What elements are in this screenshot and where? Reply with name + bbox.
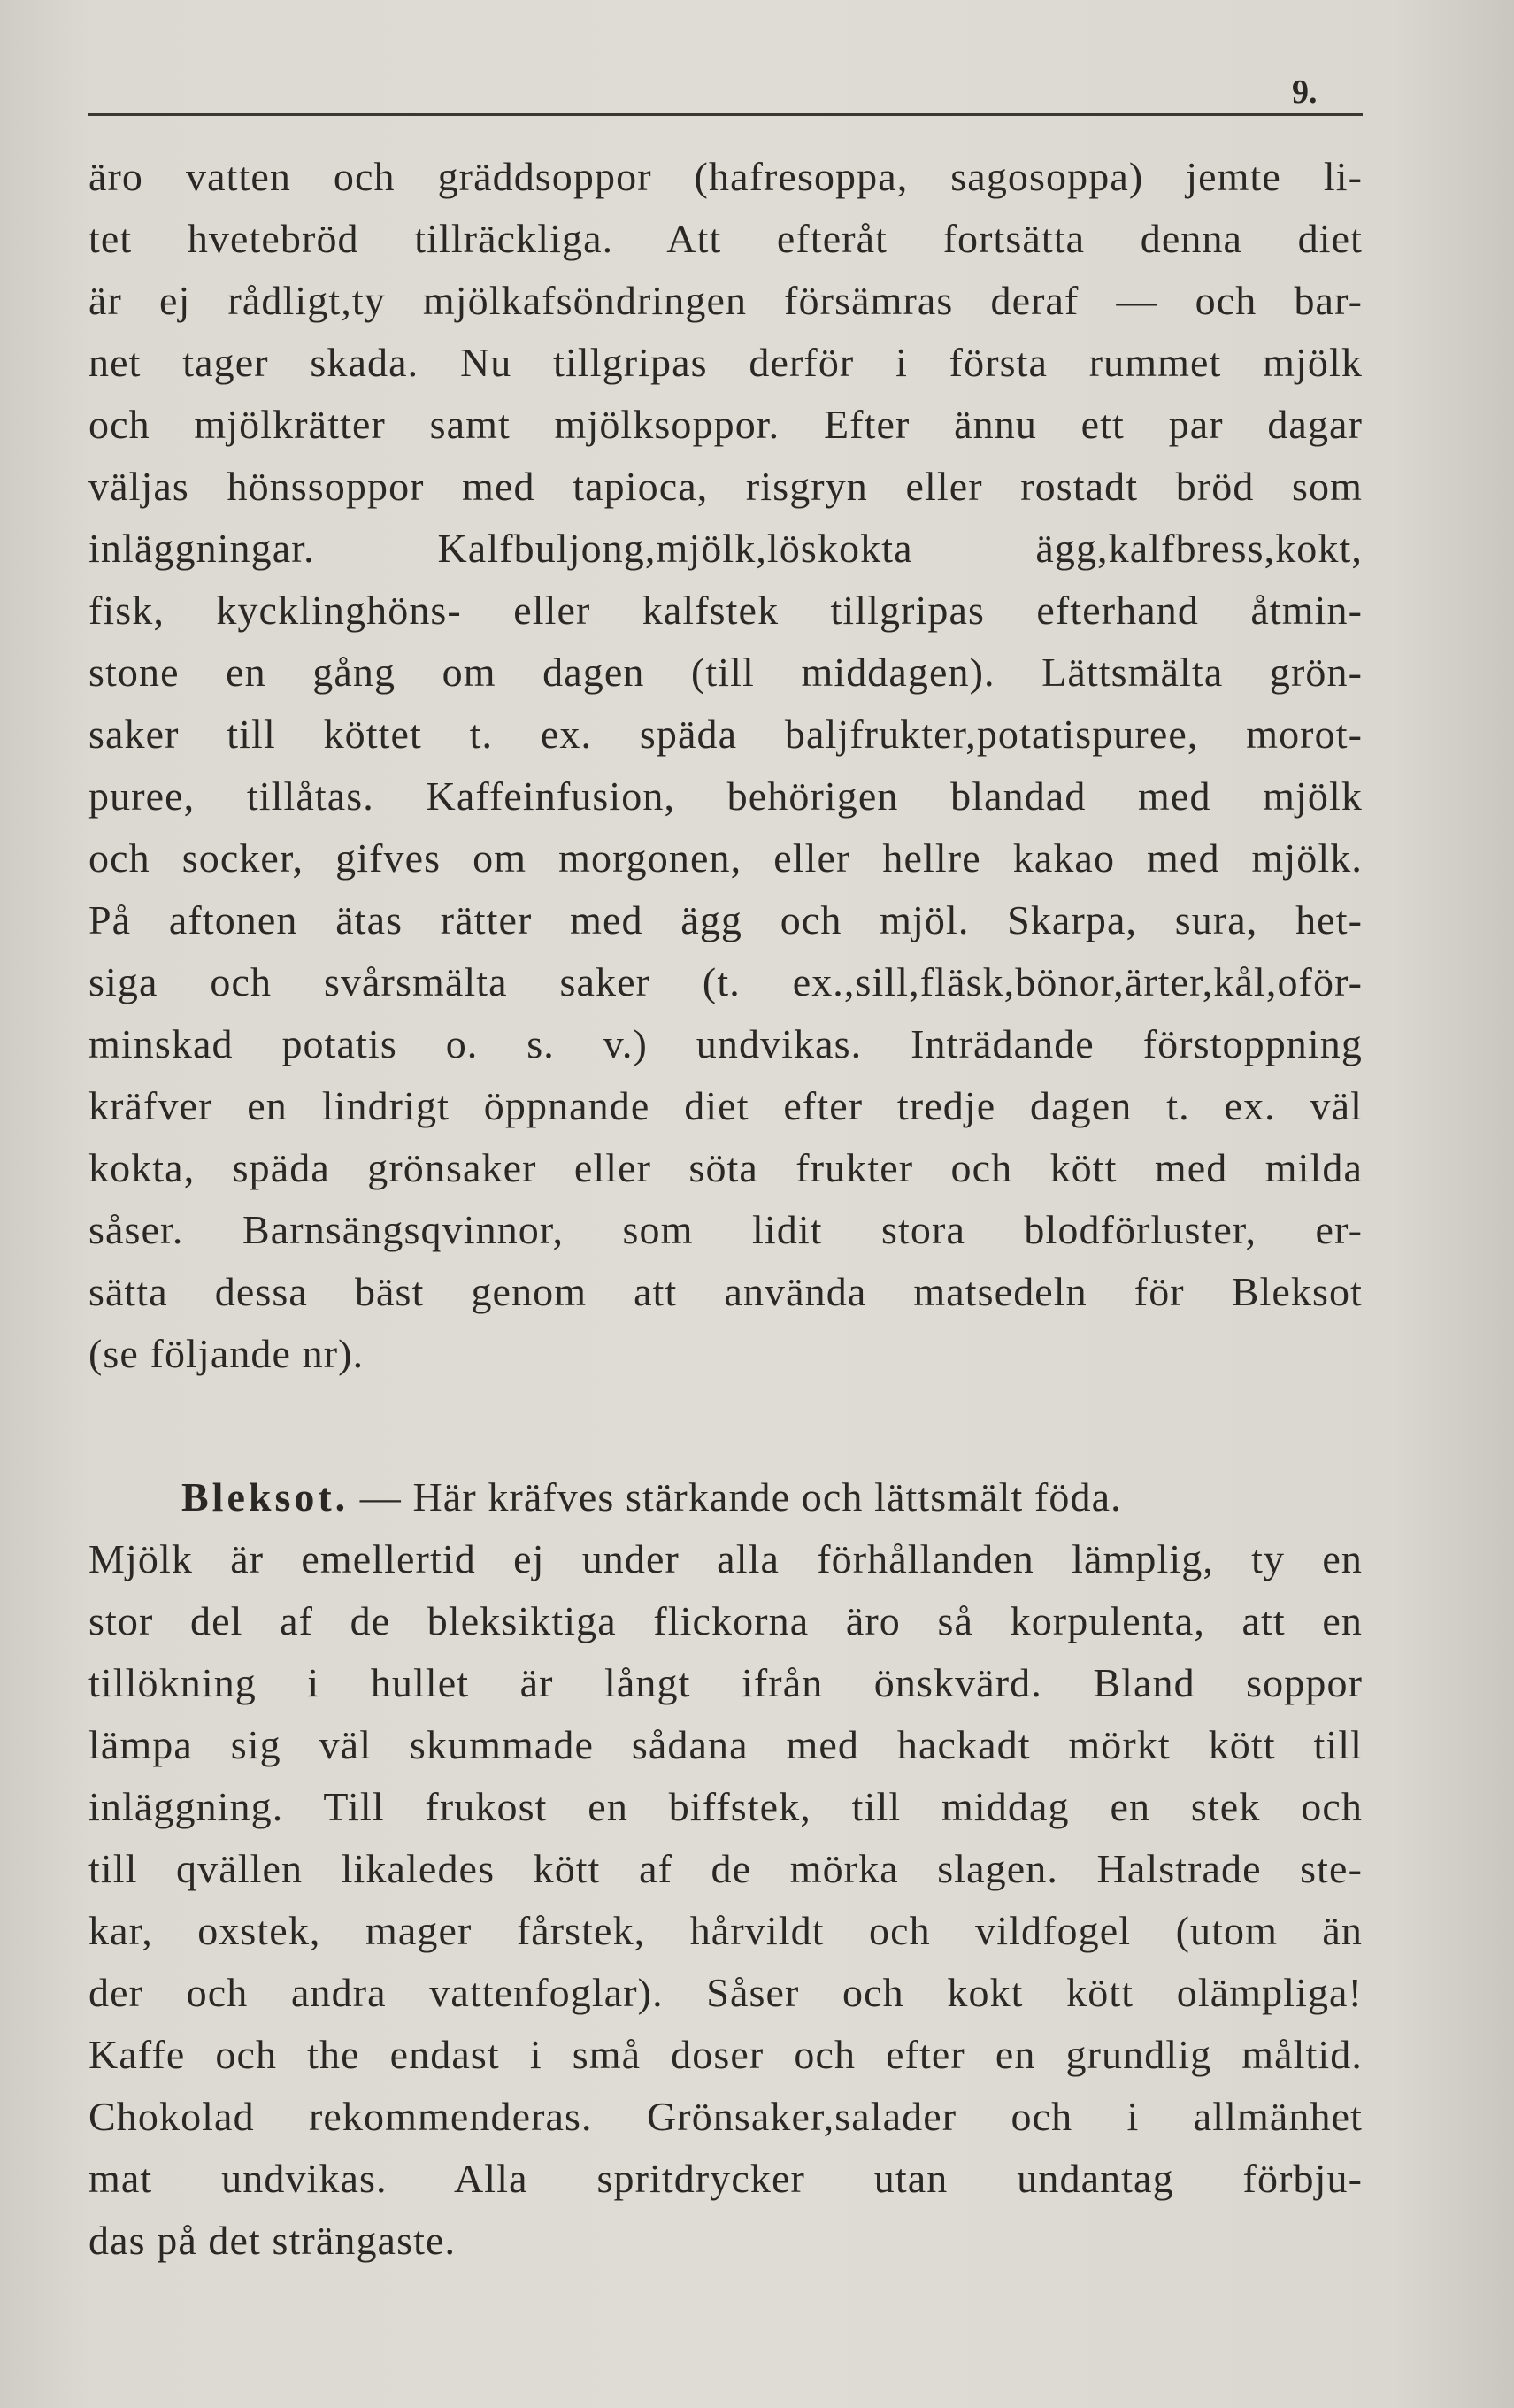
text-line: inläggningar. Kalfbuljong,mjölk,löskokta ägg,kalfbress,kokt, <box>88 526 1363 571</box>
text-line: stor del af de bleksiktiga flickorna äro så korpulenta, att en <box>88 1598 1363 1643</box>
text-line: puree, tillåtas. Kaffeinfusion, behörigen blandad med mjölk <box>88 773 1363 819</box>
text-line: tet hvetebröd tillräckliga. Att efteråt fortsätta denna diet <box>88 216 1363 261</box>
text-line: der och andra vattenfoglar). Såser och kokt kött olämpliga! <box>88 1970 1363 2015</box>
text-line-with-heading <box>88 1466 1363 1528</box>
text-line: kräfver en lindrigt öppnande diet efter tredje dagen t. ex. väl <box>88 1083 1363 1128</box>
paragraph-1 <box>88 146 1363 1385</box>
text-line: och mjölkrätter samt mjölksoppor. Efter ännu ett par dagar <box>88 402 1363 447</box>
text-line: sätta dessa bäst genom att använda matsedeln för Bleksot <box>88 1269 1363 1314</box>
text-line: mat undvikas. Alla spritdrycker utan undantag förbju- <box>88 2156 1363 2201</box>
text-line: saker till köttet t. ex. späda baljfrukter,potatispuree, morot- <box>88 712 1363 757</box>
paragraph-2 <box>88 1466 1363 2272</box>
paragraph-gap <box>88 1385 1363 1466</box>
text-line: stone en gång om dagen (till middagen). Lättsmälta grön- <box>88 650 1363 695</box>
text-line: minskad potatis o. s. v.) undvikas. Inträdande förstoppning <box>88 1021 1363 1066</box>
text-line: äro vatten och gräddsoppor (hafresoppa, sagosoppa) jemte li- <box>88 154 1363 199</box>
text-line: och socker, gifves om morgonen, eller hellre kakao med mjölk. <box>88 835 1363 881</box>
text-line: till qvällen likaledes kött af de mörka slagen. Halstrade ste- <box>88 1846 1363 1891</box>
text-line: På aftonen ätas rätter med ägg och mjöl. Skarpa, sura, het- <box>88 897 1363 942</box>
text-line: är ej rådligt,ty mjölkafsöndringen försämras deraf — och bar- <box>88 278 1363 323</box>
text-line: das på det strängaste. <box>88 2218 457 2263</box>
section-heading: Bleksot. <box>181 1474 350 1519</box>
text-line: Kaffe och the endast i små doser och efter en grundlig måltid. <box>88 2032 1363 2077</box>
text-line: tillökning i hullet är långt ifrån önskvärd. Bland soppor <box>88 1660 1363 1705</box>
body-text <box>88 146 1363 2272</box>
page-number: 9. <box>1292 73 1318 111</box>
heading-line-rest: — Här kräfves stärkande och lättsmält föda. <box>349 1474 1122 1519</box>
text-line: fisk, kycklinghöns- eller kalfstek tillgripas efterhand åtmin- <box>88 588 1363 633</box>
text-line: kokta, späda grönsaker eller söta frukter och kött med milda <box>88 1145 1363 1190</box>
text-line: väljas hönssoppor med tapioca, risgryn eller rostadt bröd som <box>88 464 1363 509</box>
text-line: siga och svårsmälta saker (t. ex.,sill,fläsk,bönor,ärter,kål,oför- <box>88 959 1363 1004</box>
text-line: inläggning. Till frukost en biffstek, till middag en stek och <box>88 1784 1363 1829</box>
text-line: (se följande nr). <box>88 1331 365 1376</box>
text-line: net tager skada. Nu tillgripas derför i första rummet mjölk <box>88 340 1363 385</box>
text-line: Mjölk är emellertid ej under alla förhållanden lämplig, ty en <box>88 1536 1363 1581</box>
text-line: lämpa sig väl skummade sådana med hackadt mörkt kött till <box>88 1722 1363 1767</box>
header-rule <box>88 113 1363 116</box>
text-line: kar, oxstek, mager fårstek, hårvildt och vildfogel (utom än <box>88 1908 1363 1953</box>
text-line: Chokolad rekommenderas. Grönsaker,salader och i allmänhet <box>88 2094 1363 2139</box>
text-line: såser. Barnsängsqvinnor, som lidit stora blodförluster, er- <box>88 1207 1363 1252</box>
